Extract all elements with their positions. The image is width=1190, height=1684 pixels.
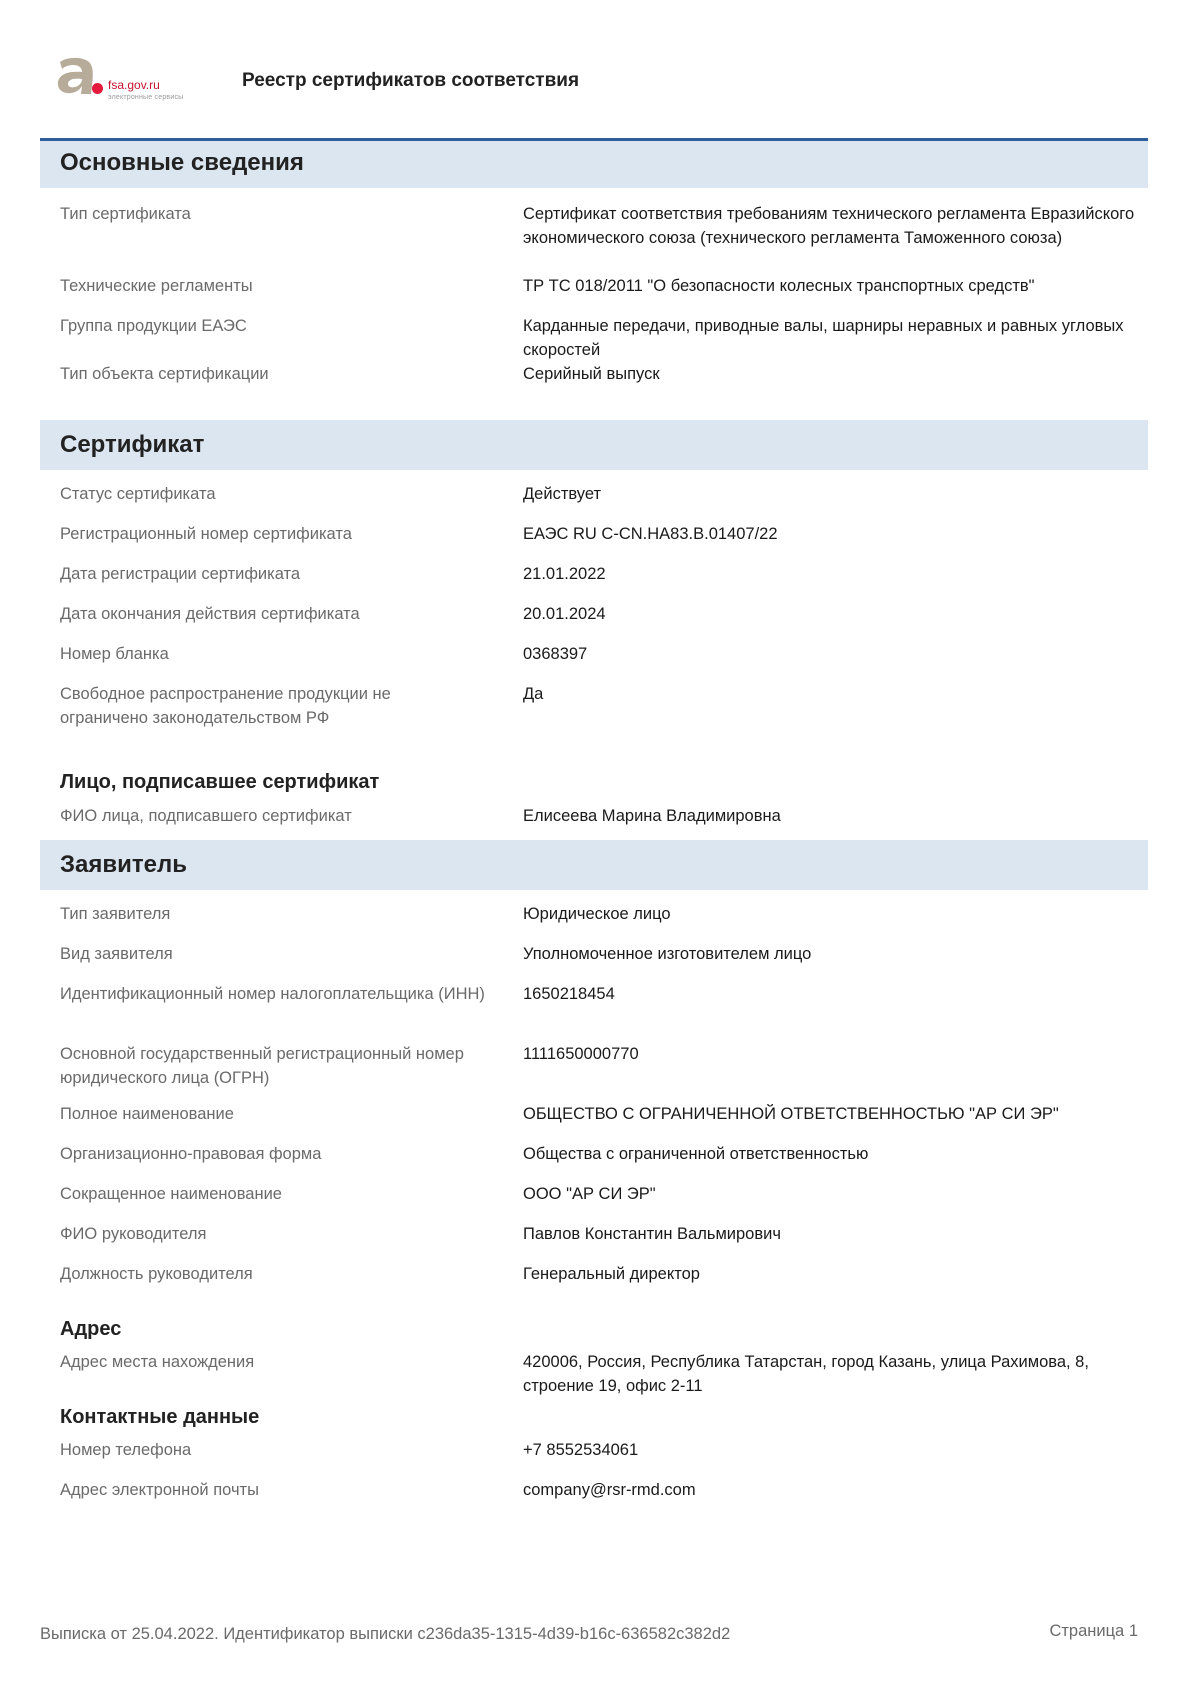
field-label: ФИО лица, подписавшего сертификат xyxy=(60,807,352,825)
field-value: ОБЩЕСТВО С ОГРАНИЧЕННОЙ ОТВЕТСТВЕННОСТЬЮ "АР СИ ЭР" xyxy=(523,1105,1059,1123)
field-value: ООО "АР СИ ЭР" xyxy=(523,1185,656,1203)
field-value: Общества с ограниченной ответственностью xyxy=(523,1145,869,1163)
field-label: Свободное распространение продукции не ограничено законодательством РФ xyxy=(60,685,391,727)
field-value: 420006, Россия, Республика Татарстан, город Казань, улица Рахимова, 8, строение 19, офис 2-11 xyxy=(523,1353,1089,1395)
section-title: Сертификат xyxy=(60,431,205,458)
field-label: Дата окончания действия сертификата xyxy=(60,605,360,623)
field-value: 20.01.2024 xyxy=(523,605,606,623)
field-label: Полное наименование xyxy=(60,1105,234,1123)
field-label: Дата регистрации сертификата xyxy=(60,565,301,583)
section-title: Заявитель xyxy=(60,851,187,878)
field-value: ЕАЭС RU С-CN.НА83.В.01407/22 xyxy=(523,525,778,543)
field-value: Генеральный директор xyxy=(523,1265,700,1283)
section-title: Основные сведения xyxy=(60,149,304,176)
field-value: Да xyxy=(523,685,544,703)
field-label: Сокращенное наименование xyxy=(60,1185,282,1203)
section-header-basic xyxy=(40,138,1148,188)
page-title: Реестр сертификатов соответствия xyxy=(242,70,580,91)
logo-red-dot-icon xyxy=(92,83,103,94)
field-label: Идентификационный номер налогоплательщика (ИНН) xyxy=(60,985,485,1003)
fsa-logo[interactable] xyxy=(56,56,196,106)
field-value: Карданные передачи, приводные валы, шарниры неравных и равных угловых скоростей xyxy=(523,317,1124,359)
subsection-title-contacts: Контактные данные xyxy=(60,1406,260,1428)
field-label: Вид заявителя xyxy=(60,945,173,963)
field-label: Номер бланка xyxy=(60,645,169,663)
field-label: Тип объекта сертификации xyxy=(60,365,269,383)
page-header xyxy=(0,0,1190,138)
status-value: Действует xyxy=(523,485,602,503)
field-label: Статус сертификата xyxy=(60,485,216,503)
subsection-title-address: Адрес xyxy=(60,1318,122,1340)
field-value: 0368397 xyxy=(523,645,588,663)
field-label: Группа продукции ЕАЭС xyxy=(60,317,247,335)
field-label: Тип сертификата xyxy=(60,205,191,223)
field-value: Серийный выпуск xyxy=(523,365,660,383)
extract-info: Выписка от 25.04.2022. Идентификатор выписки c236da35-1315-4d39-b16c-636582c382d2 xyxy=(40,1625,731,1643)
field-label: Тип заявителя xyxy=(60,905,171,923)
field-label: Основной государственный регистрационный номер юридического лица (ОГРН) xyxy=(60,1045,464,1087)
phone-value[interactable]: +7 8552534061 xyxy=(523,1441,639,1459)
section-header-certificate xyxy=(40,420,1148,470)
field-label: Номер телефона xyxy=(60,1441,192,1459)
field-label: Адрес электронной почты xyxy=(60,1481,259,1499)
field-value: Юридическое лицо xyxy=(523,905,671,923)
field-label: Адрес места нахождения xyxy=(60,1353,255,1371)
email-value[interactable]: company@rsr-rmd.com xyxy=(523,1481,696,1499)
field-label: Технические регламенты xyxy=(60,277,253,295)
fsa-logo-mark-icon xyxy=(56,56,96,96)
field-value: 1111650000770 xyxy=(523,1045,639,1063)
field-label: Должность руководителя xyxy=(60,1265,253,1283)
field-value: ТР ТС 018/2011 "О безопасности колесных транспортных средств" xyxy=(523,277,1035,295)
field-label: Регистрационный номер сертификата xyxy=(60,525,352,543)
logo-subtitle: электронные сервисы xyxy=(108,94,184,101)
section-header-applicant xyxy=(40,840,1148,890)
field-value: Уполномоченное изготовителем лицо xyxy=(523,945,812,963)
field-value: 1650218454 xyxy=(523,985,615,1003)
field-label: Организационно-правовая форма xyxy=(60,1145,322,1163)
field-value: Сертификат соответствия требованиям технического регламента Евразийского экономического союза (технического регламента Таможенного союза) xyxy=(523,205,1135,247)
field-value: Павлов Константин Вальмирович xyxy=(523,1225,781,1243)
field-label: ФИО руководителя xyxy=(60,1225,207,1243)
field-value: Елисеева Марина Владимировна xyxy=(523,807,781,825)
page-number: Страница 1 xyxy=(1049,1622,1138,1640)
field-value: 21.01.2022 xyxy=(523,565,606,583)
subsection-title-signer: Лицо, подписавшее сертификат xyxy=(60,771,380,793)
logo-domain: fsa.gov.ru xyxy=(108,78,160,92)
